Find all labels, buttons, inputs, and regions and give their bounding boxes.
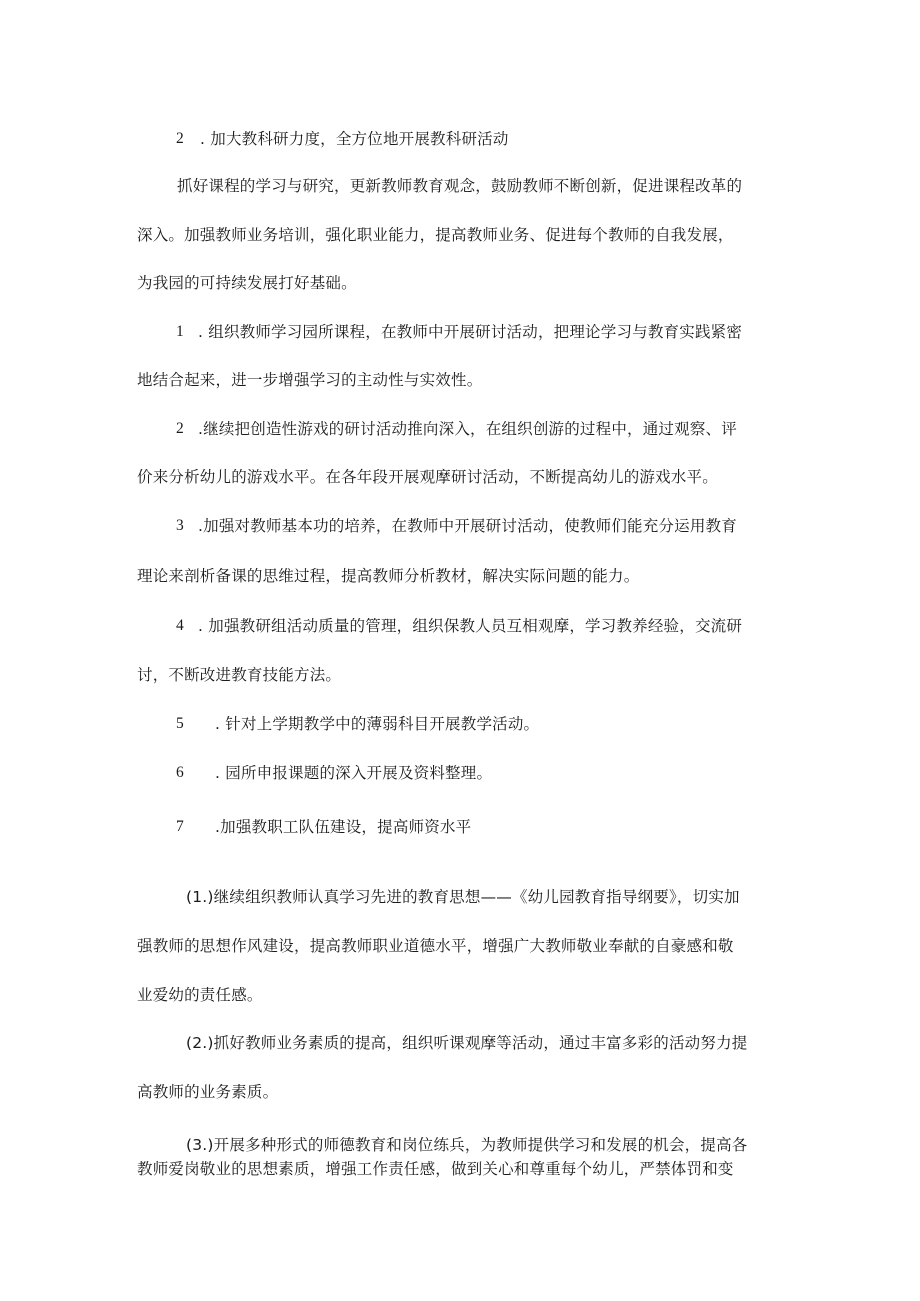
sub-item-text: 业爱幼的责任感。 xyxy=(137,986,263,1004)
sub-item-text: (3.)开展多种形式的师德教育和岗位练兵，为教师提供学习和发展的机会，提高各 xyxy=(186,1136,748,1154)
sub-item-text: (1.)继续组织教师认真学习先进的教育思想——《幼儿园教育指导纲要》，切实加 xyxy=(186,888,740,906)
item-text: . 针对上学期教学中的薄弱科目开展教学活动。 xyxy=(215,715,540,733)
sub-item-text: (2.)抓好教师业务素质的提高，组织听课观摩等活动，通过丰富多彩的活动努力提 xyxy=(186,1034,748,1052)
item-text: 理论来剖析备课的思维过程，提高教师分析教材，解决实际问题的能力。 xyxy=(137,567,640,585)
item-number: 6 xyxy=(176,764,184,781)
item-text: . 加强教研组活动质量的管理，组织保教人员互相观摩，学习教养经验，交流研 xyxy=(198,617,743,635)
sub-item-text: 高教师的业务素质。 xyxy=(137,1083,279,1101)
intro-line: 为我园的可持续发展打好基础。 xyxy=(137,274,357,292)
item-text: . 园所申报课题的深入开展及资料整理。 xyxy=(215,764,493,782)
item-text: .加强对教师基本功的培养，在教师中开展研讨活动，使教师们能充分运用教育 xyxy=(198,517,737,535)
item-text: . 组织教师学习园所课程，在教师中开展研讨活动，把理论学习与教育实践紧密 xyxy=(198,323,743,341)
sub-item-text: 强教师的思想作风建设，提高教师职业道德水平，增强广大教师敬业奉献的自豪感和敬 xyxy=(137,937,734,955)
item-number: 3 xyxy=(176,517,184,534)
item-number: 2 xyxy=(176,420,184,437)
item-number: 5 xyxy=(176,715,184,732)
item-text: 地结合起来，进一步增强学习的主动性与实效性。 xyxy=(137,371,483,389)
item-number: 7 xyxy=(176,818,184,835)
section-heading-number: 2 xyxy=(176,130,184,147)
section-heading: . 加大教科研力度，全方位地开展教科研活动 xyxy=(200,130,509,148)
item-text: 讨，不断改进教育技能方法。 xyxy=(137,666,342,684)
intro-line: 深入。加强教师业务培训，强化职业能力，提高教师业务、促进每个教师的自我发展， xyxy=(137,226,734,244)
sub-item-text: 教师爱岗敬业的思想素质，增强工作责任感，做到关心和尊重每个幼儿，严禁体罚和变 xyxy=(137,1160,734,1178)
intro-line: 抓好课程的学习与研究，更新教师教育观念，鼓励教师不断创新，促进课程改革的 xyxy=(177,177,743,195)
item-text: .继续把创造性游戏的研讨活动推向深入，在组织创游的过程中，通过观察、评 xyxy=(198,420,737,438)
item-text: 价来分析幼儿的游戏水平。在各年段开展观摩研讨活动，不断提高幼儿的游戏水平。 xyxy=(137,468,718,486)
item-number: 1 xyxy=(176,323,184,340)
item-number: 4 xyxy=(176,617,184,634)
item-text: .加强教职工队伍建设，提高师资水平 xyxy=(215,818,472,836)
